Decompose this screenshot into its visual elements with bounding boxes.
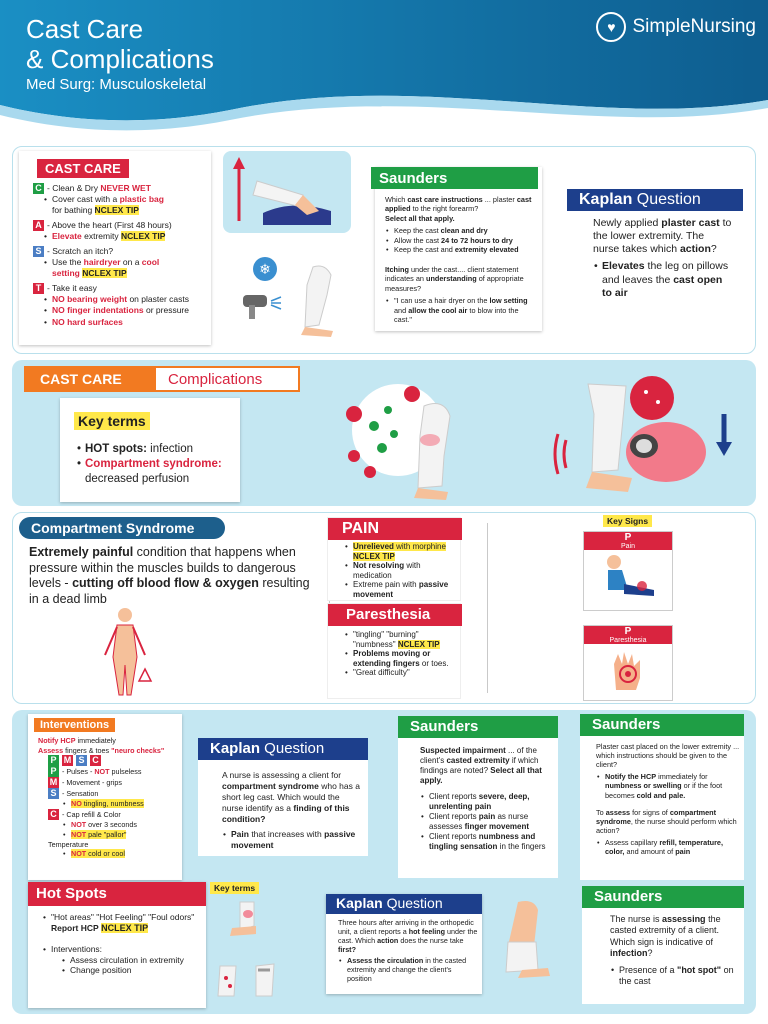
pmsc-letters: P M S C — [38, 755, 180, 766]
pain-title: PAIN — [328, 518, 462, 540]
svg-text:❄: ❄ — [259, 261, 271, 277]
saunders-title: Saunders — [582, 886, 744, 908]
cast-care-heading: CAST CARE — [37, 159, 129, 178]
hairdryer-cast-illustration — [235, 255, 343, 339]
elevated-leg-illustration — [223, 151, 351, 233]
interventions-section — [12, 710, 756, 1014]
divider — [487, 523, 488, 693]
compartment-leg-illustration — [548, 374, 748, 502]
key-terms-heading: Key terms — [74, 412, 150, 430]
cast-care-card — [19, 151, 211, 345]
kaplan-card-2 — [198, 738, 368, 856]
nclex-tip-badge: NCLEX TIP — [94, 205, 139, 216]
page-title-line2: & Complications — [26, 44, 214, 74]
letter-s: S — [33, 246, 44, 257]
bacteria-leg-icon — [334, 376, 474, 504]
interventions-title: Interventions — [34, 718, 115, 732]
saunders-title: Saunders — [371, 167, 538, 189]
cast-care-list: C - Clean & Dry NEVER WET • Cover cast with a plastic bag for bathing NCLEX TIP A - Above the heart (First 48 hours) • Elevate extremity NCLEX TIP S - Scratch an itch? • Use the hairdryer on a cool setting NCLEX TIP T - Take it easy • NO bearing weight on plaster casts • NO finger indentations or pressure • NO hard surfaces — [33, 183, 208, 328]
saunders-title: Saunders — [580, 714, 744, 736]
interventions-card — [28, 714, 182, 880]
saunders-title: Saunders — [398, 716, 558, 738]
kaplan-1-text: Newly applied plaster cast to the lower extremity. The nurse takes which action? • Elevates the leg on pillows and leaves the cast open to air — [593, 217, 733, 300]
hot-spots-list: • "Hot areas" "Hot Feeling" "Foul odors" Report HCP NCLEX TIP • Interventions: • Assess circulation in extremity • Change position — [42, 912, 202, 976]
key-terms-list: • HOT spots: infection • Compartment syndrome: decreased perfusion — [76, 442, 236, 487]
compartment-description: Extremely painful condition that happens when pressure within the muscles builds to dangerous levels - cutting off blood flow & oxygen resulting in a dead limb — [29, 545, 310, 606]
cast-legs-icon — [212, 896, 312, 1010]
complications-tab-bar — [24, 366, 300, 392]
cast-hand-icon — [488, 896, 568, 980]
key-terms-label: Key terms — [210, 882, 259, 894]
hairdryer-icon — [235, 255, 343, 339]
paresthesia-sign-label: Paresthesia — [584, 637, 672, 644]
key-terms-card — [60, 398, 240, 502]
pain-list: • Unrelieved with morphine NCLEX TIP • Not resolving with medication • Extreme pain with passive movement — [344, 542, 460, 600]
saunders-card-4 — [582, 886, 744, 1004]
hot-spots-card — [28, 882, 206, 1008]
hot-spots-illustration — [212, 896, 312, 1010]
brand-logo — [596, 12, 756, 42]
paresthesia-sign-letter: P — [584, 626, 672, 637]
hand-tingling-icon — [584, 644, 672, 694]
cast-care-section — [12, 146, 756, 354]
kaplan-title: Kaplan Question — [567, 189, 743, 211]
interventions-list: Notify HCP immediately Assess fingers & toes "neuro checks" P M S C P - Pulses - NOT pulseless M - Movement - grips S - Sensation • NO tingling, numbness C - Cap refill & Color • NOT over 3 seconds • NOT pale "pallor" Temperature • NOT cold or cool — [38, 736, 180, 859]
kaplan-card-3 — [326, 894, 482, 994]
paresthesia-sign-box — [583, 625, 673, 701]
saunders-4-text: The nurse is assessing the casted extremity of a client. Which sign is indicative of infection? • Presence of a "hot spot" on the cast — [610, 914, 740, 988]
paresthesia-title: Paresthesia — [328, 604, 462, 626]
saunders-1-text: Which cast care instructions ... plaster cast applied to the right forearm? Select all that apply. • Keep the cast clean and dry • Allow the cast 24 to 72 hours to dry • Keep the cast and extremity elevated Itching under the cast.... client statement indicates an understanding of appropriate measures? • "I can use a hair dryer on the low setting and allow the cool air to blow into the cast." — [385, 195, 535, 325]
body-vessels-icon — [95, 605, 175, 701]
kaplan-3-text: Three hours after arriving in the orthopedic unit, a client reports a hot feeling under the cast. Which action does the nurse take first? • Assess the circulation in the casted extremity and change the client's position — [338, 918, 478, 983]
letter-a: A — [33, 220, 44, 231]
header-banner — [0, 0, 768, 140]
person-pain-icon — [584, 550, 672, 604]
complications-section — [12, 360, 756, 506]
paresthesia-list: • "tingling" "burning" "numbness" NCLEX TIP • Problems moving or extending fingers or toes. • "Great difficulty" — [344, 630, 460, 678]
compartment-syndrome-section — [12, 512, 756, 704]
infected-leg-illustration — [334, 376, 474, 504]
pain-sign-letter: P — [584, 532, 672, 543]
saunders-card-2 — [398, 716, 558, 878]
kaplan-title: Kaplan Question — [326, 894, 482, 914]
page-subtitle: Med Surg: Musculoskeletal — [26, 76, 207, 93]
saunders-3-text: Plaster cast placed on the lower extremity ... which instructions should be given to the client? • Notify the HCP immediately for numbness or swelling or if the foot becomes cold and pale. To assess for signs of compartment syndrome, the nurse should perform which action? • Assess capillary refill, temperature, color, and amount of pain — [596, 742, 740, 856]
key-signs-label: Key Signs — [603, 515, 652, 527]
kaplan-2-text: A nurse is assessing a client for compartment syndrome who has a short leg cast. Which would the nurse identify as a finding of this condition? • Pain that increases with passive movement — [222, 770, 362, 851]
kaplan-card-1 — [567, 189, 743, 301]
saunders-card-3 — [580, 714, 744, 880]
hot-spots-title: Hot Spots — [28, 882, 206, 906]
saunders-2-text: Suspected impairment ... of the client's casted extremity if which findings are noted? Select all that apply. • Client reports severe, deep, unrelenting pain • Client reports pain as nurse assesses finger movement • Client reports numbness and tingling sensation in the fingers — [420, 746, 554, 852]
saunders-card-1 — [375, 167, 542, 331]
pain-sign-box — [583, 531, 673, 611]
pain-card — [327, 517, 461, 601]
hand-cast-illustration — [488, 896, 568, 980]
circulatory-body-illustration — [95, 605, 175, 701]
brand-name: SimpleNursing — [632, 16, 756, 37]
letter-c: C — [33, 183, 44, 194]
pain-sign-label: Pain — [584, 543, 672, 550]
compartment-syndrome-title: Compartment Syndrome — [19, 517, 225, 539]
paresthesia-card — [327, 603, 461, 699]
muscle-cross-section-icon — [548, 374, 748, 502]
page-title-line1: Cast Care — [26, 14, 144, 44]
stethoscope-icon: ♥ — [596, 12, 626, 42]
cast-care-tab: CAST CARE — [26, 368, 156, 390]
letter-t: T — [33, 283, 44, 294]
kaplan-title: Kaplan Question — [198, 738, 368, 760]
elevated-leg-icon — [223, 151, 351, 233]
complications-tab: Complications — [168, 371, 263, 388]
